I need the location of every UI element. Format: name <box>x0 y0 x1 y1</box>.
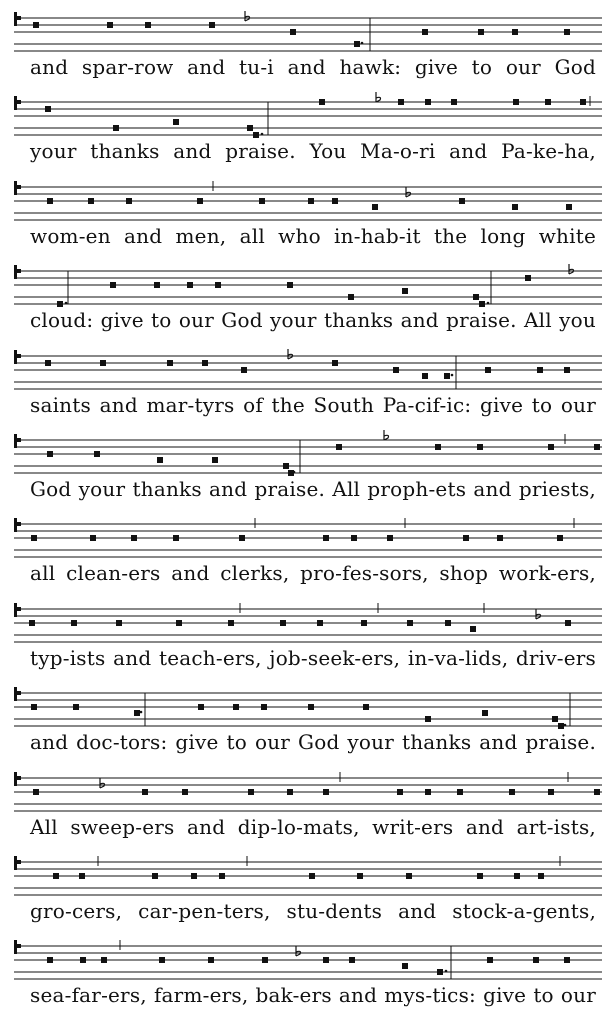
note-square <box>348 294 354 300</box>
staff-system <box>0 344 616 428</box>
note-square <box>154 282 160 288</box>
staff <box>0 344 616 394</box>
note-square <box>209 22 215 28</box>
note-square <box>525 275 531 281</box>
note-square <box>594 444 600 450</box>
note-square <box>557 535 563 541</box>
clef-icon <box>14 350 21 364</box>
note-square <box>261 704 267 710</box>
note-square <box>451 99 457 105</box>
staff <box>0 597 616 647</box>
note-square <box>47 957 53 963</box>
note-square <box>262 957 268 963</box>
note-square <box>94 451 100 457</box>
lyric-line: gro-cers, car-pen-ters, stu-dents and stock-a-gents, <box>30 899 596 923</box>
staff <box>0 766 616 816</box>
note-square <box>393 367 399 373</box>
note-square <box>202 360 208 366</box>
flat-icon <box>406 187 411 197</box>
note-square <box>463 535 469 541</box>
note-square <box>219 873 225 879</box>
note-square <box>90 535 96 541</box>
note-square <box>332 198 338 204</box>
clef-icon <box>14 687 21 701</box>
clef-icon <box>14 434 21 448</box>
note-square <box>101 957 107 963</box>
flat-icon <box>296 946 301 956</box>
note-square <box>422 373 428 379</box>
note-square <box>457 789 463 795</box>
note-square <box>487 957 493 963</box>
staff-system <box>0 850 616 934</box>
note-square <box>580 99 586 105</box>
clef-icon <box>14 940 21 954</box>
clef-icon <box>14 12 21 26</box>
clef-icon <box>14 518 21 532</box>
note-square <box>283 463 289 469</box>
lyric-line: your thanks and praise. You Ma-o-ri and Pa-ke-ha, <box>30 139 596 164</box>
note-square <box>425 789 431 795</box>
note-square <box>482 710 488 716</box>
lyric-line: All sweep-ers and dip-lo-mats, writ-ers and art-ists, <box>30 814 596 839</box>
note-square <box>308 198 314 204</box>
note-square <box>71 620 77 626</box>
note-square <box>323 957 329 963</box>
note-square <box>533 957 539 963</box>
note-square <box>173 119 179 125</box>
note-dot <box>451 373 454 376</box>
note-square <box>402 963 408 969</box>
note-square <box>134 710 140 716</box>
note-square <box>319 99 325 105</box>
staff <box>0 681 616 731</box>
lyric-line: all clean-ers and clerks, pro-fes-sors, shop work-ers, <box>30 561 596 586</box>
note-square <box>79 873 85 879</box>
clef-icon <box>14 265 21 279</box>
lyric-line: saints and mar-tyrs of the South Pa-cif-ic: give to our <box>30 392 596 417</box>
note-square <box>131 535 137 541</box>
note-square <box>167 360 173 366</box>
note-square <box>239 535 245 541</box>
note-square <box>548 789 554 795</box>
staff-system <box>0 681 616 765</box>
note-square <box>351 535 357 541</box>
note-square <box>182 789 188 795</box>
note-square <box>280 620 286 626</box>
note-square <box>422 29 428 35</box>
flat-icon <box>245 11 250 21</box>
note-square <box>100 360 106 366</box>
note-square <box>29 620 35 626</box>
note-square <box>191 873 197 879</box>
note-square <box>173 535 179 541</box>
note-dot <box>261 133 264 136</box>
note-square <box>478 29 484 35</box>
note-square <box>372 204 378 210</box>
note-square <box>228 620 234 626</box>
note-square <box>459 198 465 204</box>
note-square <box>387 535 393 541</box>
note-square <box>176 620 182 626</box>
note-square <box>116 620 122 626</box>
note-square <box>407 620 413 626</box>
staff-system <box>0 512 616 596</box>
note-square <box>107 22 113 28</box>
note-square <box>477 444 483 450</box>
staff <box>0 6 616 56</box>
note-square <box>110 282 116 288</box>
note-square <box>248 789 254 795</box>
note-square <box>323 789 329 795</box>
flat-icon <box>569 264 574 274</box>
note-square <box>470 626 476 632</box>
staff <box>0 90 616 140</box>
note-square <box>47 451 53 457</box>
note-square <box>545 99 551 105</box>
staff-system <box>0 597 616 681</box>
note-square <box>402 288 408 294</box>
note-square <box>45 360 51 366</box>
note-dot <box>445 970 448 973</box>
note-dot <box>140 711 143 714</box>
note-square <box>537 367 543 373</box>
note-square <box>259 198 265 204</box>
note-square <box>126 198 132 204</box>
lyric-line: and doc-tors: give to our God your thanks and praise. <box>30 730 596 755</box>
staff <box>0 259 616 309</box>
note-square <box>444 373 450 379</box>
note-square <box>73 704 79 710</box>
flat-icon <box>536 609 541 619</box>
note-square <box>290 29 296 35</box>
lyric-line: and spar-row and tu-i and hawk: give to our God <box>30 55 596 79</box>
note-dot <box>293 471 296 474</box>
note-square <box>361 620 367 626</box>
staff <box>0 428 616 478</box>
note-square <box>208 957 214 963</box>
clef-icon <box>14 181 21 195</box>
note-square <box>287 789 293 795</box>
note-square <box>435 444 441 450</box>
note-dot <box>564 724 567 727</box>
staff-system <box>0 175 616 259</box>
note-dot <box>361 42 364 45</box>
note-square <box>233 704 239 710</box>
note-square <box>398 99 404 105</box>
note-square <box>80 957 86 963</box>
note-square <box>88 198 94 204</box>
flat-icon <box>376 92 381 102</box>
note-square <box>552 716 558 722</box>
note-dot <box>65 302 68 305</box>
staff-system <box>0 766 616 850</box>
note-square <box>564 29 570 35</box>
note-square <box>437 969 443 975</box>
note-square <box>287 282 293 288</box>
note-square <box>31 535 37 541</box>
note-square <box>406 873 412 879</box>
staff-system <box>0 6 616 90</box>
flat-icon <box>384 430 389 440</box>
note-square <box>564 957 570 963</box>
note-square <box>33 22 39 28</box>
note-square <box>477 873 483 879</box>
note-square <box>215 282 221 288</box>
staff <box>0 175 616 225</box>
note-square <box>323 535 329 541</box>
note-square <box>47 198 53 204</box>
staff-system <box>0 428 616 512</box>
note-square <box>425 716 431 722</box>
lyric-line: sea-far-ers, farm-ers, bak-ers and mys-tics: give to our <box>30 983 596 1008</box>
note-square <box>357 873 363 879</box>
note-dot <box>487 302 490 305</box>
staff-system <box>0 934 616 1018</box>
note-square <box>187 282 193 288</box>
clef-icon <box>14 772 21 786</box>
note-square <box>53 873 59 879</box>
lyric-line: cloud: give to our God your thanks and praise. All you <box>30 308 596 333</box>
note-square <box>113 125 119 131</box>
note-square <box>349 957 355 963</box>
note-square <box>157 457 163 463</box>
clef-icon <box>14 856 21 870</box>
note-square <box>425 99 431 105</box>
clef-icon <box>14 603 21 617</box>
clef-icon <box>14 96 21 110</box>
note-square <box>159 957 165 963</box>
note-square <box>497 535 503 541</box>
note-square <box>354 41 360 47</box>
note-square <box>473 294 479 300</box>
note-square <box>309 873 315 879</box>
staff <box>0 934 616 984</box>
note-square <box>152 873 158 879</box>
note-square <box>145 22 151 28</box>
note-square <box>565 620 571 626</box>
note-square <box>336 444 342 450</box>
note-square <box>31 704 37 710</box>
note-square <box>594 789 600 795</box>
note-square <box>33 789 39 795</box>
note-square <box>564 367 570 373</box>
note-square <box>514 873 520 879</box>
note-square <box>538 873 544 879</box>
flat-icon <box>288 349 293 359</box>
note-square <box>197 198 203 204</box>
staff-system <box>0 259 616 343</box>
note-square <box>212 457 218 463</box>
note-square <box>363 704 369 710</box>
note-square <box>198 704 204 710</box>
lyric-line: typ-ists and teach-ers, job-seek-ers, in-va-lids, driv-ers <box>30 645 596 670</box>
lyric-line: God your thanks and praise. All proph-ets and priests, <box>30 477 596 501</box>
note-square <box>308 704 314 710</box>
note-square <box>513 99 519 105</box>
note-square <box>485 367 491 373</box>
flat-icon <box>100 778 105 788</box>
staff <box>0 512 616 562</box>
note-square <box>241 367 247 373</box>
note-square <box>566 204 572 210</box>
note-square <box>445 620 451 626</box>
note-square <box>317 620 323 626</box>
note-square <box>45 106 51 112</box>
note-square <box>512 204 518 210</box>
staff <box>0 850 616 900</box>
note-square <box>142 789 148 795</box>
note-square <box>509 789 515 795</box>
staff-system <box>0 90 616 174</box>
note-square <box>548 444 554 450</box>
note-square <box>247 125 253 131</box>
note-square <box>397 789 403 795</box>
note-square <box>512 29 518 35</box>
lyric-line: wom-en and men, all who in-hab-it the long white <box>30 223 596 248</box>
note-square <box>332 360 338 366</box>
